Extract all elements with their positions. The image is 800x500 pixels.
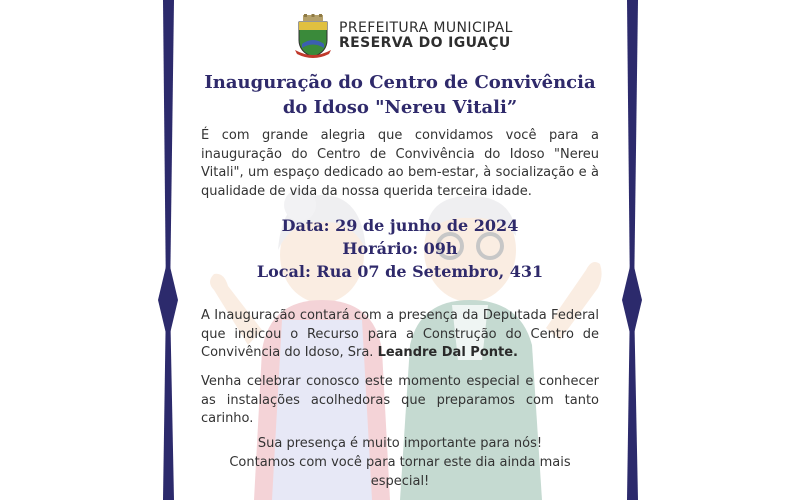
header: [294, 14, 513, 58]
event-time: Horário: 09h: [342, 239, 458, 258]
closing-message: [200, 434, 600, 491]
org-name-line2: RESERVA DO IGUAÇU: [339, 35, 511, 51]
deputy-name: Leandre Dal Ponte.: [377, 345, 518, 361]
org-name-line1: PREFEITURA MUNICIPAL: [339, 20, 513, 37]
deputy-text: A Inauguração contará com a presença da Deputada Federal que indicou o Recurso para a Construção do Centro de Convivência do Idoso, Sra.: [201, 308, 599, 361]
municipal-coat-of-arms-icon: [294, 14, 332, 58]
event-date: Data: 29 de junho de 2024: [281, 216, 519, 235]
closing-line2: Contamos com você para tornar este dia ainda mais especial!: [229, 455, 571, 489]
invitation-title: Inauguração do Centro de Convivência do Idoso "Nereu Vitali”: [204, 72, 596, 118]
event-details: [220, 214, 580, 283]
event-location: Local: Rua 07 de Setembro, 431: [256, 262, 544, 281]
closing-line1: Sua presença é muito importante para nós!: [257, 436, 543, 451]
invite-paragraph: Venha celebrar conosco este momento especial e conhecer as instalações acolhedoras que preparamos com tanto carinho.: [201, 374, 599, 427]
deputy-paragraph: [201, 307, 599, 363]
intro-paragraph: É com grande alegria que convidamos você para a inauguração do Centro de Convivência do Idoso "Nereu Vitali", um espaço dedicado ao bem-estar, à socialização e à qualidade de vida da nossa querida terceira idade.: [201, 128, 599, 199]
